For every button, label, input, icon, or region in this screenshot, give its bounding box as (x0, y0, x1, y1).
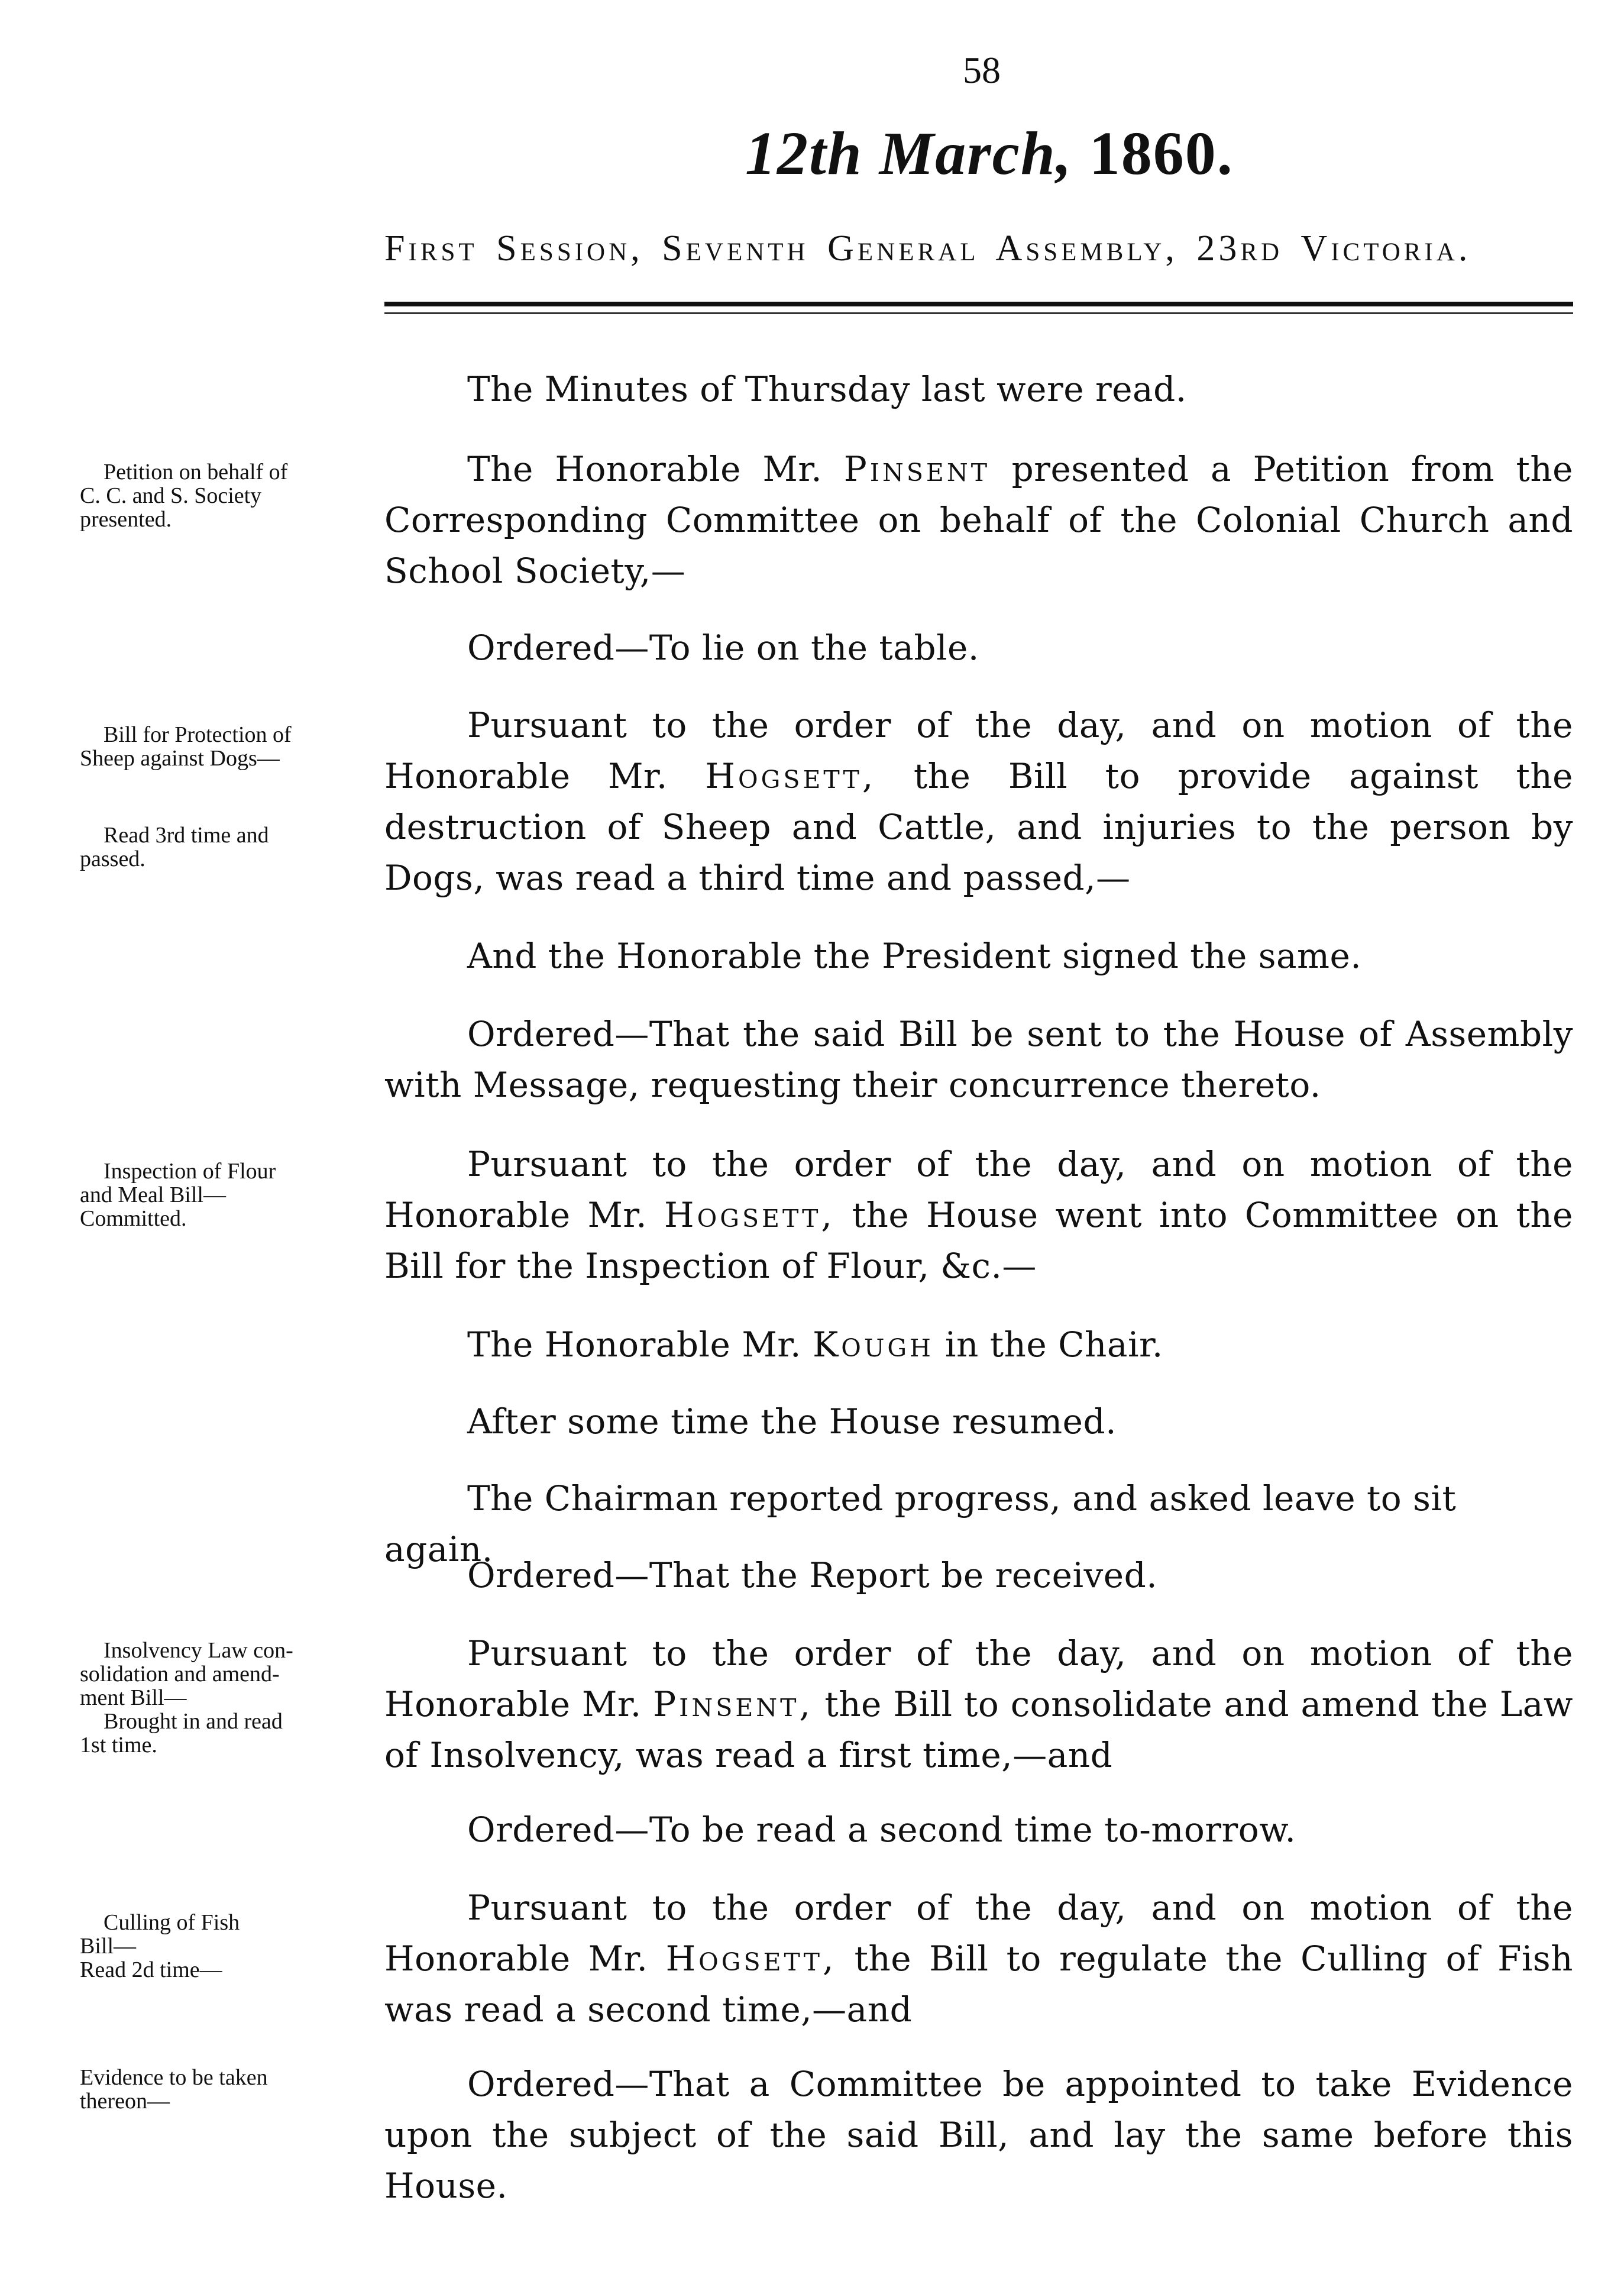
margin-note-line: Committed. (80, 1206, 187, 1231)
paragraph-text: the Bill to consolidate and amend the Law of Insolvency, was read a first time,—and (384, 1684, 1574, 1775)
margin-note-third-reading (80, 823, 358, 871)
margin-note-line: thereon— (80, 2089, 170, 2114)
paragraph-text: the House went into Committee on the Bill for the Inspection of Flour, &c.— (384, 1195, 1573, 1286)
member-name: Hogsett, (665, 1938, 837, 1979)
paragraph-sheep-bill (384, 700, 1573, 903)
paragraph-text: Pursuant to the order of the day, and on motion of the Honorable Mr. (384, 1633, 1573, 1724)
header-rule-thick (384, 302, 1573, 306)
paragraph-chair (384, 1319, 1573, 1370)
margin-note-petition (80, 460, 358, 531)
margin-note-line: presented. (80, 507, 172, 532)
paragraph-house-resumed: After some time the House resumed. (467, 1401, 1117, 1442)
session-heading: First Session, Seventh General Assembly, 23rd Victoria. (384, 228, 1471, 269)
paragraph-text: Pursuant to the order of the day, and on motion of the Honorable Mr. (384, 705, 1573, 796)
margin-note-line: Brought in and read (103, 1709, 283, 1734)
margin-note-line: Read 2d time— (80, 1957, 222, 1982)
margin-note-line: Evidence to be taken (80, 2065, 268, 2090)
member-name: Hogsett, (705, 756, 876, 796)
margin-note-fish-bill (80, 1911, 358, 1982)
margin-note-line: ment Bill— (80, 1685, 187, 1710)
paragraph-text: The Honorable Mr. (467, 1324, 801, 1365)
paragraph-text: The Honorable Mr. (467, 449, 823, 489)
paragraph-text: Pursuant to the order of the day, and on motion of the Honorable Mr. (384, 1144, 1573, 1235)
margin-note-line: Inspection of Flour (103, 1159, 276, 1184)
margin-note-insolvency-bill (80, 1639, 358, 1757)
margin-note-line: solidation and amend- (80, 1662, 280, 1686)
paragraph-fish-bill (384, 1882, 1573, 2035)
paragraph-text: Pursuant to the order of the day, and on motion of the Honorable Mr. (384, 1888, 1573, 1979)
member-name: Pinsent (843, 449, 991, 489)
margin-note-line: Petition on behalf of (103, 460, 288, 484)
paragraph-insolvency-bill (384, 1628, 1573, 1781)
margin-note-line: C. C. and S. Society (80, 483, 262, 508)
member-name: Kough (812, 1324, 934, 1365)
margin-note-flour-bill (80, 1159, 358, 1230)
paragraph-petition (384, 444, 1573, 596)
date-day-month: 12th March, (745, 119, 1073, 188)
paragraph-flour-committee (384, 1139, 1573, 1291)
date-heading (745, 118, 1234, 189)
margin-note-line: Bill— (80, 1934, 137, 1959)
paragraph-second-reading-tomorrow: Ordered—To be read a second time to-morrow. (467, 1810, 1296, 1850)
paragraph-president-signed: And the Honorable the President signed the same. (467, 936, 1362, 976)
paragraph-progress-reported: The Chairman reported progress, and asked leave to sit again. (384, 1478, 1457, 1569)
page-number: 58 (963, 49, 1001, 91)
margin-note-line: Bill for Protection of (103, 722, 292, 747)
date-year: 1860. (1089, 119, 1234, 188)
paragraph-report-received: Ordered—That the Report be received. (467, 1555, 1158, 1595)
margin-note-sheep-bill (80, 723, 358, 770)
paragraph-text: the Bill to regulate the Culling of Fish was read a second time,—and (384, 1938, 1574, 2030)
margin-note-line: Insolvency Law con- (103, 1638, 293, 1663)
margin-note-line: 1st time. (80, 1733, 157, 1757)
margin-note-line: passed. (80, 847, 145, 871)
margin-note-line: Read 3rd time and (103, 823, 269, 848)
paragraph-text: presented a Petition from the Corresponding Committee on behalf of the Colonial Church and School Society,— (384, 449, 1573, 591)
paragraph-text: the Bill to provide against the destruction of Sheep and Cattle, and injuries to the person by Dogs, was read a third time and passed,— (384, 756, 1573, 898)
paragraph-minutes: The Minutes of Thursday last were read. (467, 369, 1187, 409)
paragraph-sent-to-assembly: Ordered—That the said Bill be sent to the House of Assembly with Message, requesting their concurrence thereto. (384, 1014, 1573, 1105)
margin-note-line: Culling of Fish (103, 1910, 240, 1935)
paragraph-text: in the Chair. (944, 1324, 1163, 1365)
margin-note-line: Sheep against Dogs— (80, 746, 280, 771)
header-rule-thin (384, 312, 1573, 314)
member-name: Pinsent, (653, 1684, 813, 1724)
paragraph-ordered-table: Ordered—To lie on the table. (467, 628, 979, 668)
paragraph-evidence-committee: Ordered—That a Committee be appointed to take Evidence upon the subject of the said Bill, and lay the same before this House. (384, 2064, 1573, 2206)
member-name: Hogsett, (664, 1195, 835, 1235)
margin-note-evidence (80, 2066, 358, 2113)
margin-note-line: and Meal Bill— (80, 1182, 226, 1207)
